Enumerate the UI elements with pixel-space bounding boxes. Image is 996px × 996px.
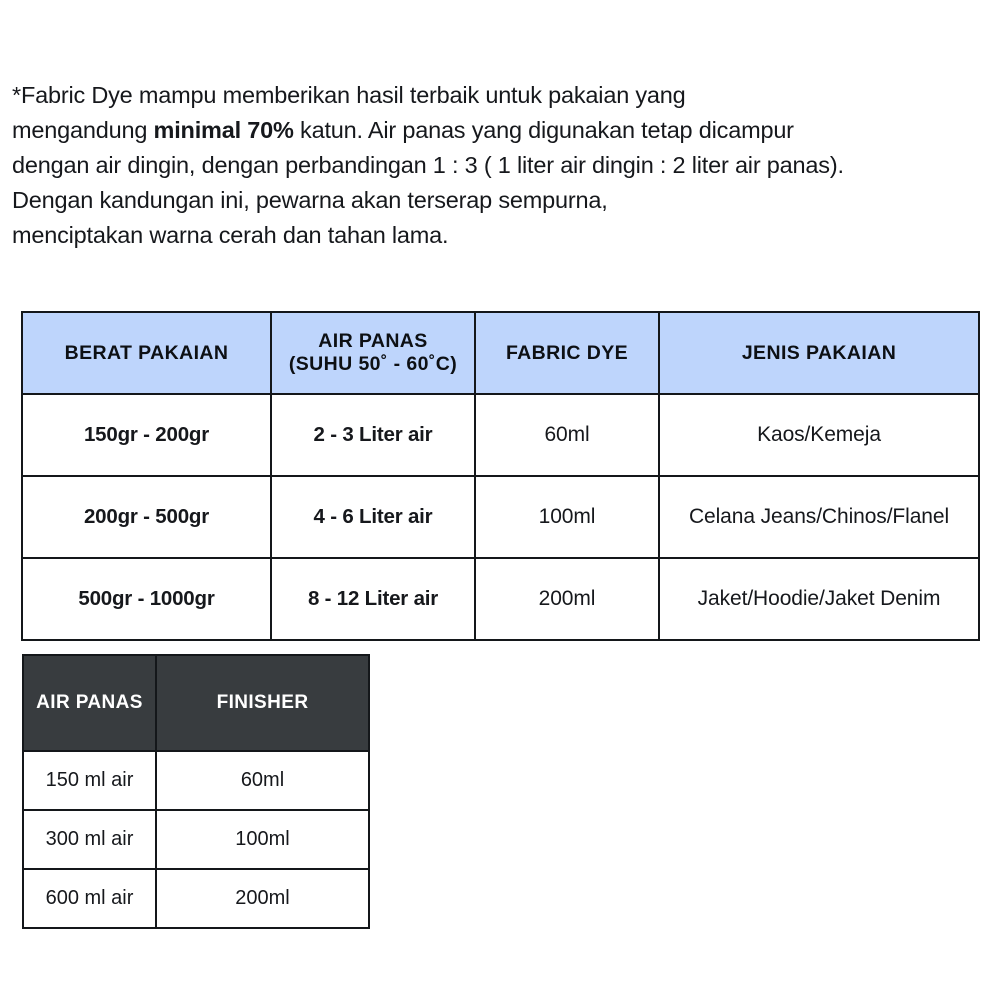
intro-line-2-post: katun. Air panas yang digunakan tetap dicampur (293, 117, 794, 143)
cell-air-panas: 4 - 6 Liter air (271, 476, 475, 558)
cell-jenis-pakaian: Kaos/Kemeja (659, 394, 979, 476)
column-header-finisher: FINISHER (156, 655, 369, 751)
table-row (23, 751, 369, 810)
intro-line-3: dengan air dingin, dengan perbandingan 1 : 3 ( 1 liter air dingin : 2 liter air panas). (12, 152, 844, 178)
table-row (22, 476, 979, 558)
cell-jenis-pakaian: Celana Jeans/Chinos/Flanel (659, 476, 979, 558)
cell-finisher: 200ml (156, 869, 369, 928)
cell-berat: 500gr - 1000gr (22, 558, 271, 640)
cell-fabric-dye: 200ml (475, 558, 659, 640)
table-row (22, 558, 979, 640)
intro-emphasis-minimal-70: minimal 70% (153, 117, 294, 143)
cell-berat: 150gr - 200gr (22, 394, 271, 476)
table-row (23, 810, 369, 869)
cell-fabric-dye: 60ml (475, 394, 659, 476)
cell-berat: 200gr - 500gr (22, 476, 271, 558)
column-header-air-panas: AIR PANAS (23, 655, 156, 751)
column-header-air-panas-line1: AIR PANAS (318, 330, 428, 352)
intro-line-1: *Fabric Dye mampu memberikan hasil terbaik untuk pakaian yang (12, 82, 686, 108)
intro-line-4: Dengan kandungan ini, pewarna akan terserap sempurna, (12, 187, 608, 213)
cell-finisher: 60ml (156, 751, 369, 810)
cell-jenis-pakaian: Jaket/Hoodie/Jaket Denim (659, 558, 979, 640)
table-row (23, 869, 369, 928)
intro-line-2-pre: mengandung (12, 117, 154, 143)
cell-air-panas: 2 - 3 Liter air (271, 394, 475, 476)
column-header-air-panas-line2: (SUHU 50˚ - 60˚C) (288, 353, 458, 375)
cell-air-panas: 300 ml air (23, 810, 156, 869)
cell-air-panas: 150 ml air (23, 751, 156, 810)
column-header-jenis-pakaian: JENIS PAKAIAN (659, 312, 979, 394)
cell-air-panas: 600 ml air (23, 869, 156, 928)
cell-air-panas: 8 - 12 Liter air (271, 558, 475, 640)
table-row (22, 394, 979, 476)
dosage-table (21, 311, 980, 641)
intro-paragraph (12, 78, 987, 253)
intro-line-5: menciptakan warna cerah dan tahan lama. (12, 222, 449, 248)
cell-finisher: 100ml (156, 810, 369, 869)
column-header-air-panas (271, 312, 475, 394)
column-header-fabric-dye: FABRIC DYE (475, 312, 659, 394)
column-header-berat-pakaian: BERAT PAKAIAN (22, 312, 271, 394)
table-header-row (22, 312, 979, 394)
intro-line-2 (12, 113, 987, 148)
cell-fabric-dye: 100ml (475, 476, 659, 558)
finisher-table (22, 654, 370, 929)
table-header-row (23, 655, 369, 751)
